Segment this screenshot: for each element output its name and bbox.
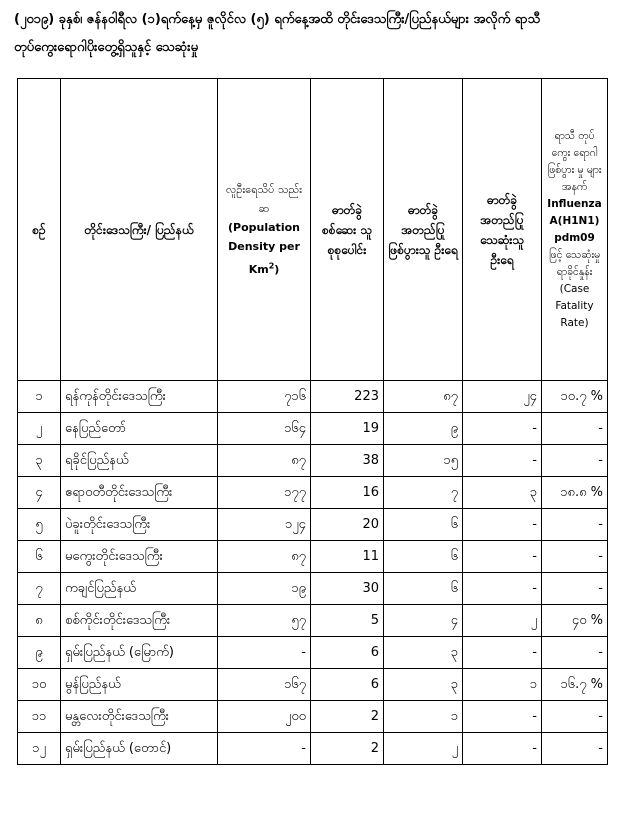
cell-density: ၇၁၆ bbox=[218, 381, 311, 413]
cell-positive: ၇ bbox=[384, 477, 463, 509]
header-density-close: ) bbox=[274, 262, 280, 276]
cell-region: မန္တလေးတိုင်းဒေသကြီး bbox=[61, 701, 218, 733]
table-row bbox=[18, 637, 608, 669]
cell-region: ရှမ်းပြည်နယ် (တောင်) bbox=[61, 733, 218, 765]
table-row bbox=[18, 669, 608, 701]
header-row bbox=[18, 79, 608, 381]
header-no: စဉ် bbox=[18, 79, 61, 381]
cell-deaths: - bbox=[463, 733, 542, 765]
cell-density: - bbox=[218, 733, 311, 765]
cell-positive: ၂ bbox=[384, 733, 463, 765]
cell-no: ၇ bbox=[18, 573, 61, 605]
cell-region: ရန်ကုန်တိုင်းဒေသကြီး bbox=[61, 381, 218, 413]
cell-positive: ၃ bbox=[384, 637, 463, 669]
cell-tested: 30 bbox=[311, 573, 384, 605]
cell-density: ၈၇ bbox=[218, 445, 311, 477]
header-density bbox=[218, 79, 311, 381]
cell-no: ၁၀ bbox=[18, 669, 61, 701]
cell-region: ကချင်ပြည်နယ် bbox=[61, 573, 218, 605]
cell-density: ၁၉ bbox=[218, 573, 311, 605]
cell-cfr: - bbox=[542, 413, 608, 445]
cell-deaths: ၂ bbox=[463, 605, 542, 637]
cell-positive: ၆ bbox=[384, 509, 463, 541]
cell-cfr: - bbox=[542, 637, 608, 669]
header-cfr-mm1: ရာသီ တုပ်ကွေး ရောဂါ ဖြစ်ပွား မှု များ အနက် bbox=[547, 129, 602, 193]
table-row bbox=[18, 381, 608, 413]
cell-no: ၂ bbox=[18, 413, 61, 445]
page-title: (၂၀၁၉) ခုနှစ်၊ ဇန်နဝါရီလ (၁)ရက်နေ့မှ ဇူလိုင်လ (၅) ရက်နေ့အထိ တိုင်းဒေသကြီး/ပြည်နယ်များ အလိုက် ရာသီတုပ်ကွေးရောဂါပိုးတွေ့ရှိသူနှင့် သေဆုံးမှု bbox=[14, 12, 541, 55]
cell-region: မကွေးတိုင်းဒေသကြီး bbox=[61, 541, 218, 573]
cell-density: ၁၆၄ bbox=[218, 413, 311, 445]
cell-positive: ၁ bbox=[384, 701, 463, 733]
cell-tested: 6 bbox=[311, 669, 384, 701]
cell-positive: ၄ bbox=[384, 605, 463, 637]
cell-region: စစ်ကိုင်းတိုင်းဒေသကြီး bbox=[61, 605, 218, 637]
cell-deaths: - bbox=[463, 701, 542, 733]
table-row bbox=[18, 701, 608, 733]
cell-tested: 6 bbox=[311, 637, 384, 669]
table-row bbox=[18, 733, 608, 765]
cell-positive: ၈၇ bbox=[384, 381, 463, 413]
header-cfr bbox=[542, 79, 608, 381]
cell-no: ၆ bbox=[18, 541, 61, 573]
cell-deaths: ၃ bbox=[463, 477, 542, 509]
cell-cfr: - bbox=[542, 573, 608, 605]
cell-deaths: - bbox=[463, 637, 542, 669]
cell-density: - bbox=[218, 637, 311, 669]
header-cfr-virus: Influenza A(H1N1) pdm09 bbox=[547, 197, 602, 244]
header-positive: ဓာတ်ခွဲ အတည်ပြု ဖြစ်ပွားသူ ဦးရေ bbox=[384, 79, 463, 381]
header-cfr-mm2: ဖြင့် သေဆုံးမှု ရာခိုင်နှုန်း bbox=[548, 248, 601, 278]
cell-cfr: - bbox=[542, 701, 608, 733]
table-row bbox=[18, 541, 608, 573]
cell-density: ၁၇၇ bbox=[218, 477, 311, 509]
cell-tested: 5 bbox=[311, 605, 384, 637]
cell-no: ၅ bbox=[18, 509, 61, 541]
cell-no: ၄ bbox=[18, 477, 61, 509]
header-density-sup: 2 bbox=[268, 261, 275, 271]
header-density-en: (Population Density per Km bbox=[228, 221, 300, 276]
cell-tested: 223 bbox=[311, 381, 384, 413]
cell-deaths: - bbox=[463, 509, 542, 541]
cell-region: နေပြည်တော် bbox=[61, 413, 218, 445]
cell-cfr: - bbox=[542, 733, 608, 765]
cell-deaths: ၂၄ bbox=[463, 381, 542, 413]
header-cfr-en: (Case Fatality Rate) bbox=[555, 282, 594, 329]
cell-deaths: - bbox=[463, 413, 542, 445]
header-tested: ဓာတ်ခွဲ စစ်ဆေး သူ စုစုပေါင်း bbox=[311, 79, 384, 381]
cell-region: ရှမ်းပြည်နယ် (မြောက်) bbox=[61, 637, 218, 669]
cell-tested: 20 bbox=[311, 509, 384, 541]
cell-positive: ၆ bbox=[384, 541, 463, 573]
cell-positive: ၆ bbox=[384, 573, 463, 605]
cell-cfr: ၄၀ % bbox=[542, 605, 608, 637]
cell-no: ၉ bbox=[18, 637, 61, 669]
cell-region: ဧရာဝတီတိုင်းဒေသကြီး bbox=[61, 477, 218, 509]
cell-region: ရခိုင်ပြည်နယ် bbox=[61, 445, 218, 477]
header-deaths: ဓာတ်ခွဲ အတည်ပြု သေဆုံးသူ ဦးရေ bbox=[463, 79, 542, 381]
table-row bbox=[18, 573, 608, 605]
cell-deaths: - bbox=[463, 573, 542, 605]
cell-no: ၁ bbox=[18, 381, 61, 413]
cell-deaths: ၁ bbox=[463, 669, 542, 701]
cell-tested: 2 bbox=[311, 733, 384, 765]
cell-no: ၃ bbox=[18, 445, 61, 477]
cell-cfr: ၁၈.၈ % bbox=[542, 477, 608, 509]
cell-cfr: - bbox=[542, 541, 608, 573]
cell-density: ၂၀၀ bbox=[218, 701, 311, 733]
table-row bbox=[18, 605, 608, 637]
cell-density: ၁၂၄ bbox=[218, 509, 311, 541]
cell-positive: ၃ bbox=[384, 669, 463, 701]
cell-no: ၈ bbox=[18, 605, 61, 637]
table-row bbox=[18, 509, 608, 541]
cell-cfr: ၁၆.၇ % bbox=[542, 669, 608, 701]
cell-cfr: ၁၀.၇ % bbox=[542, 381, 608, 413]
header-density-mm: လူဦးရေသိပ် သည်းဆ bbox=[226, 183, 302, 216]
header-region: တိုင်းဒေသကြီး/ ပြည်နယ် bbox=[61, 79, 218, 381]
cell-tested: 38 bbox=[311, 445, 384, 477]
cell-positive: ၁၅ bbox=[384, 445, 463, 477]
table-row bbox=[18, 445, 608, 477]
cell-deaths: - bbox=[463, 445, 542, 477]
table-row bbox=[18, 477, 608, 509]
influenza-table bbox=[17, 78, 608, 765]
cell-cfr: - bbox=[542, 445, 608, 477]
cell-tested: 2 bbox=[311, 701, 384, 733]
table-row bbox=[18, 413, 608, 445]
cell-density: ၁၆၇ bbox=[218, 669, 311, 701]
cell-no: ၁၂ bbox=[18, 733, 61, 765]
cell-density: ၈၇ bbox=[218, 541, 311, 573]
cell-cfr: - bbox=[542, 509, 608, 541]
cell-tested: 19 bbox=[311, 413, 384, 445]
cell-positive: ၉ bbox=[384, 413, 463, 445]
cell-region: မွန်ပြည်နယ် bbox=[61, 669, 218, 701]
cell-region: ပဲခူးတိုင်းဒေသကြီး bbox=[61, 509, 218, 541]
cell-deaths: - bbox=[463, 541, 542, 573]
cell-tested: 11 bbox=[311, 541, 384, 573]
cell-tested: 16 bbox=[311, 477, 384, 509]
cell-density: ၅၇ bbox=[218, 605, 311, 637]
cell-no: ၁၁ bbox=[18, 701, 61, 733]
